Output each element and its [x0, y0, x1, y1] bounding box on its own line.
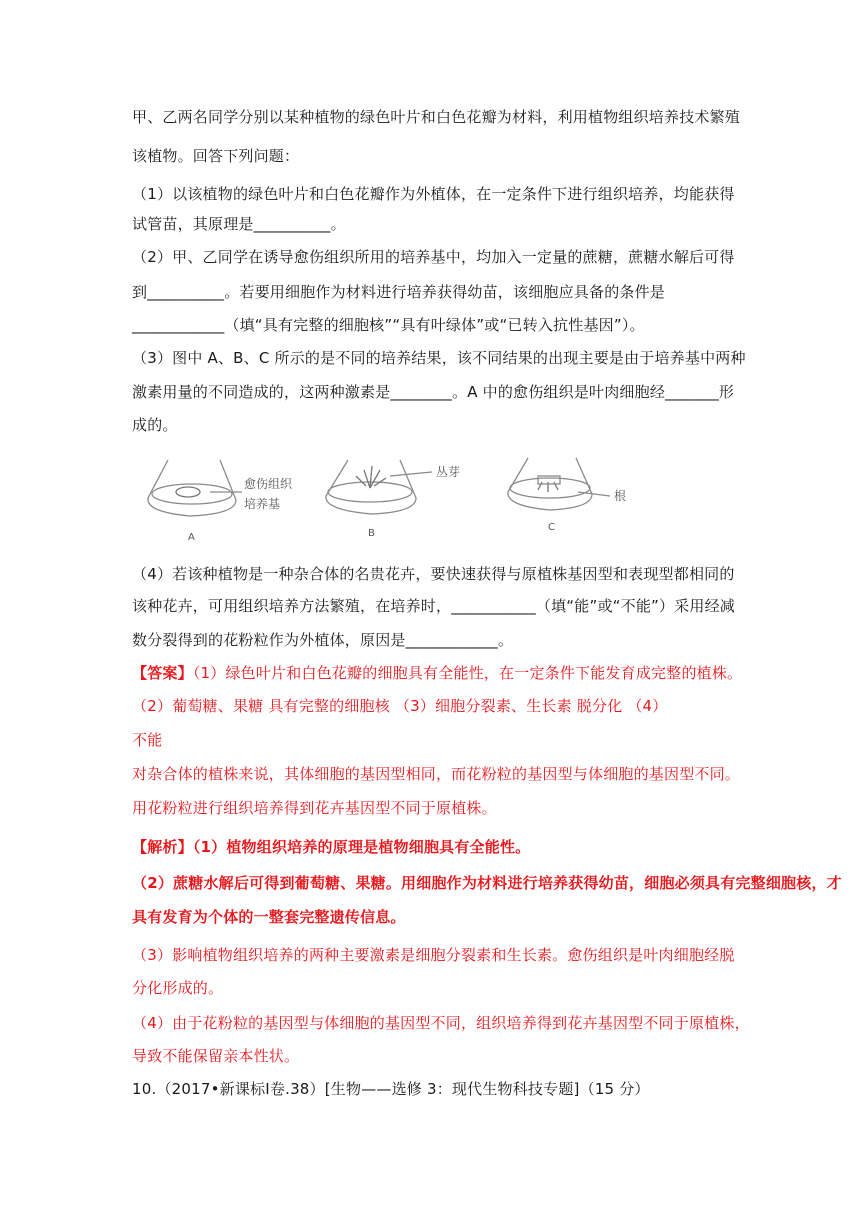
analysis-tag: 【解析】	[132, 838, 193, 856]
label-medium: 培养基	[244, 497, 281, 511]
question-2-line-2: 到__________。若要用细胞作为材料进行培养获得幼苗，该细胞应具备的条件是	[132, 283, 666, 301]
question-4-line-3: 数分裂得到的花粉粒作为外植体，原因是____________。	[132, 631, 514, 649]
analysis-text-1: （1）植物组织培养的原理是植物细胞具有全能性。	[192, 838, 531, 856]
question-intro-line-2: 该植物。回答下列问题：	[132, 147, 300, 165]
analysis-line-7: 导致不能保留亲本性状。	[132, 1047, 300, 1065]
answer-text-1: （1）绿色叶片和白色花瓣的细胞具有全能性，在一定条件下能发育成完整的植株。	[192, 664, 743, 682]
analysis-line-2: （2）蔗糖水解后可得到葡萄糖、果糖。用细胞作为材料进行培养获得幼苗，细胞必须具有完整细胞核，才	[132, 874, 842, 892]
question-intro-line-1: 甲、乙两名同学分别以某种植物的绿色叶片和白色花瓣为材料，利用植物组织培养技术繁殖	[132, 108, 741, 126]
analysis-line-1	[132, 836, 530, 858]
answer-line-3: 不能	[132, 731, 163, 749]
callus-shape	[176, 487, 200, 497]
flask-c-medium	[510, 478, 590, 498]
question-1-line-1: （1）以该植物的绿色叶片和白色花瓣作为外植体，在一定条件下进行组织培养，均能获得	[132, 185, 735, 203]
caption-c: C	[548, 522, 555, 533]
flasks-svg	[140, 456, 660, 556]
question-1-line-2: 试管苗，其原理是__________。	[132, 215, 346, 233]
next-question-heading: 10.（2017•新课标Ⅰ卷.38）[生物——选修 3：现代生物科技专题]（15 分）	[132, 1080, 650, 1098]
flask-b-pointer	[390, 472, 432, 476]
question-2-line-1: （2）甲、乙同学在诱导愈伤组织所用的培养基中，均加入一定量的蔗糖，蔗糖水解后可得	[132, 248, 735, 266]
caption-b: B	[368, 528, 375, 539]
label-shoots: 丛芽	[436, 465, 461, 479]
question-3-line-1: （3）图中 A、B、C 所示的是不同的培养结果，该不同结果的出现主要是由于培养基中两种	[132, 349, 746, 367]
label-callus: 愈伤组织	[244, 477, 293, 491]
answer-line-4: 对杂合体的植株来说，其体细胞的基因型相同，而花粉粒的基因型与体细胞的基因型不同。	[132, 765, 741, 783]
question-4-line-2: 该种花卉，可用组织培养方法繁殖，在培养时，___________（填“能”或“不能”）采用经减	[132, 597, 735, 615]
answer-line-5: 用花粉粒进行组织培养得到花卉基因型不同于原植株。	[132, 799, 497, 817]
shoots-shape	[356, 466, 386, 488]
answer-line-1	[132, 662, 742, 684]
culture-flasks-figure	[140, 456, 660, 556]
answer-tag: 【答案】	[132, 664, 193, 682]
analysis-line-6: （4）由于花粉粒的基因型与体细胞的基因型不同，组织培养得到花卉基因型不同于原植株，	[132, 1014, 750, 1032]
caption-a: A	[188, 532, 195, 543]
label-roots: 根	[614, 489, 627, 503]
analysis-line-5: 分化形成的。	[132, 979, 224, 997]
question-3-line-2: 激素用量的不同造成的，这两种激素是________。A 中的愈伤组织是叶肉细胞经_______形	[132, 383, 735, 401]
question-4-line-1: （4）若该种植物是一种杂合体的名贵花卉，要快速获得与原植株基因型和表现型都相同的	[132, 565, 735, 583]
analysis-line-4: （3）影响植物组织培养的两种主要激素是细胞分裂素和生长素。愈伤组织是叶肉细胞经脱	[132, 946, 735, 964]
analysis-line-3: 具有发育为个体的一整套完整遗传信息。	[132, 908, 406, 926]
answer-line-2: （2）葡萄糖、果糖 具有完整的细胞核 （3）细胞分裂素、生长素 脱分化 （4）	[132, 697, 668, 715]
question-3-line-3: 成的。	[132, 416, 178, 434]
question-2-line-3: ____________（填“具有完整的细胞核”“具有叶绿体”或“已转入抗性基因”）。	[132, 316, 645, 334]
